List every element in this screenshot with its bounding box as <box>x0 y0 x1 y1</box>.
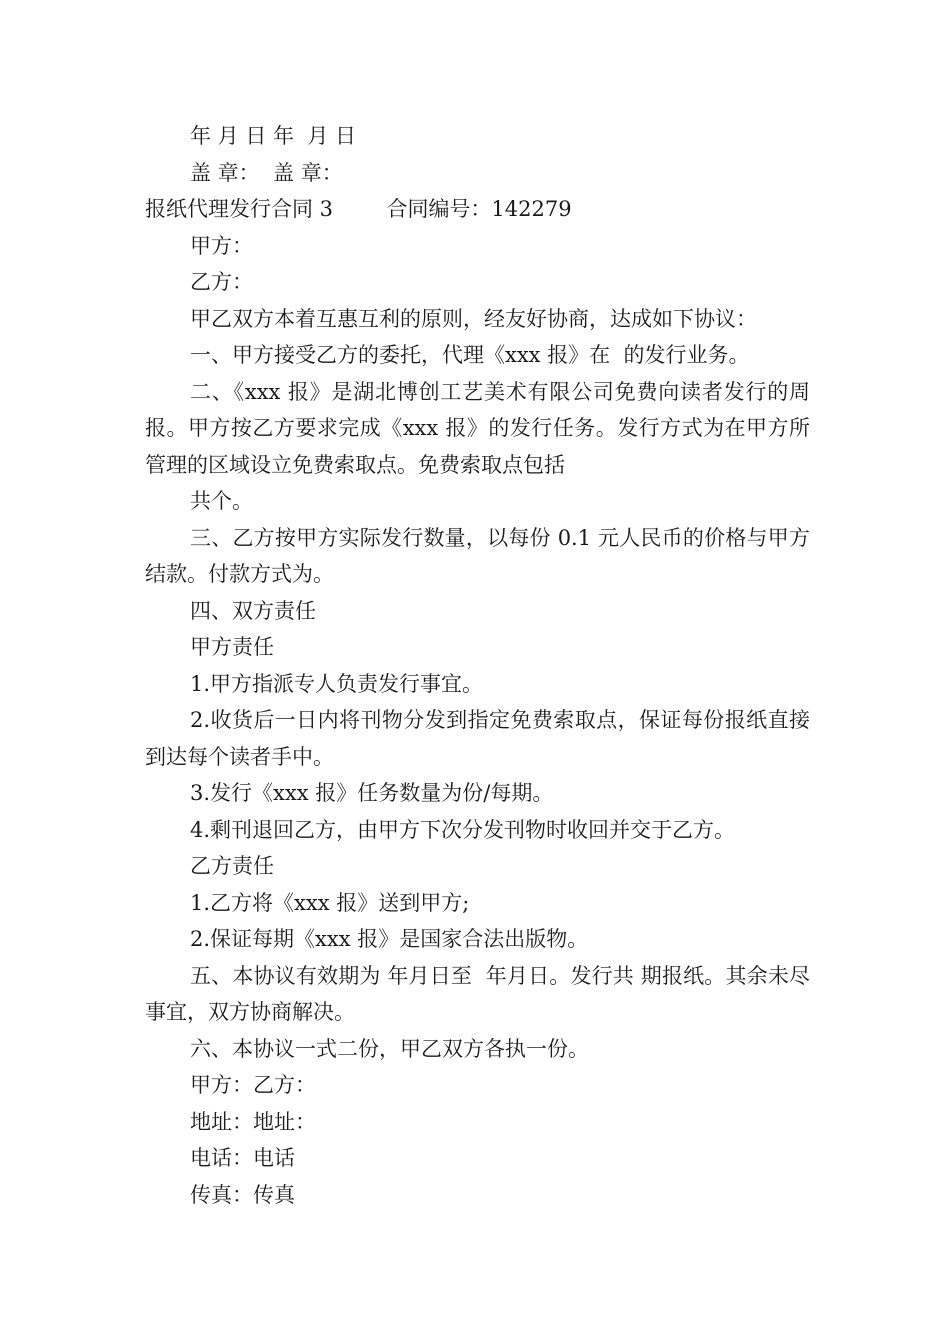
clause-2-count: 共个。 <box>190 489 253 513</box>
clause-5: 五、本协议有效期为 年月日至 年月日。发行共 期报纸。其余未尽事宜，双方协商解决。 <box>145 963 810 1024</box>
fax-line: 传真：传真 <box>190 1182 295 1207</box>
contract-title-line: 报纸代理发行合同 3 合同编号：142279 <box>145 197 572 221</box>
clause-4-heading: 四、双方责任 <box>190 598 316 623</box>
party-a-label: 甲方： <box>190 233 253 258</box>
party-b-duties-heading: 乙方责任 <box>190 854 274 878</box>
party-a-duty-2: 2.收货后一日内将刊物分发到指定免费索取点，保证每份报纸直接到达每个读者手中。 <box>145 708 810 769</box>
clause-6: 六、本协议一式二份，甲乙双方各执一份。 <box>190 1036 589 1061</box>
phone-line: 电话：电话 <box>190 1146 295 1170</box>
seal-line: 盖 章： 盖 章： <box>190 160 343 185</box>
party-a-duty-3: 3.发行《xxx 报》任务数量为份/每期。 <box>190 781 554 805</box>
party-a-duty-4: 4.剩刊退回乙方，由甲方下次分发刊物时收回并交于乙方。 <box>190 817 736 842</box>
party-b-label: 乙方： <box>190 270 253 294</box>
document-body <box>145 118 810 1213</box>
clause-2: 二、《xxx 报》是湖北博创工艺美术有限公司免费向读者发行的周报。甲方按乙方要求完成《xxx 报》的发行任务。发行方式为在甲方所管理的区域设立免费索取点。免费索取点包括 <box>145 379 810 477</box>
date-line: 年 月 日 年 月 日 <box>190 124 357 148</box>
preamble-paragraph: 甲乙双方本着互惠互利的原则，经友好协商，达成如下协议： <box>190 306 757 331</box>
clause-1: 一、甲方接受乙方的委托，代理《xxx 报》在 的发行业务。 <box>190 343 750 367</box>
party-a-duties-heading: 甲方责任 <box>190 635 274 659</box>
party-a-duty-1: 1.甲方指派专人负责发行事宜。 <box>190 671 484 696</box>
address-line: 地址：地址： <box>190 1109 316 1134</box>
clause-3: 三、乙方按甲方实际发行数量，以每份 0.1 元人民币的价格与甲方结款。付款方式为。 <box>145 525 810 586</box>
party-b-duty-1: 1.乙方将《xxx 报》送到甲方; <box>190 890 470 915</box>
signature-parties-line: 甲方：乙方： <box>190 1073 316 1097</box>
party-b-duty-2: 2.保证每期《xxx 报》是国家合法出版物。 <box>190 927 589 951</box>
